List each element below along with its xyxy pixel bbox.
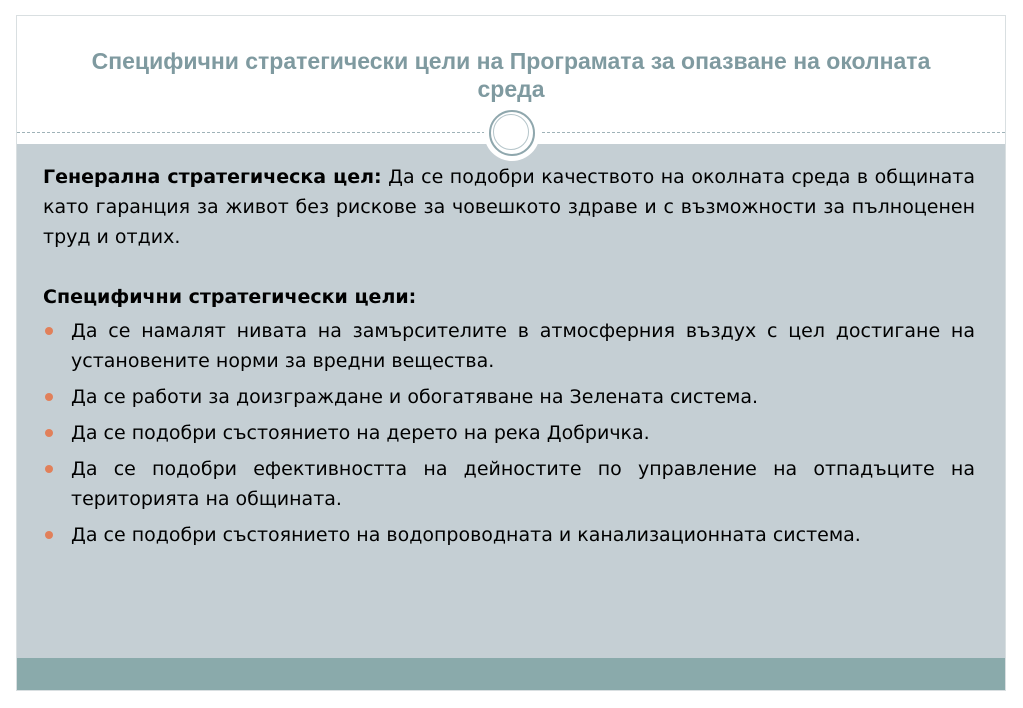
list-item-text: Да се намалят нивата на замърсителите в атмосферния въздух с цел достигане на установените норми за вредни вещества. [71, 320, 975, 372]
general-goal-label: Генерална стратегическа цел: [43, 166, 382, 188]
list-item [43, 316, 975, 376]
footer-band [17, 658, 1005, 690]
bullet-dot-icon [45, 393, 53, 401]
specific-goals-list [43, 316, 975, 550]
list-item-text: Да се подобри ефективността на дейностите по управление на отпадъците на територията на общината. [71, 458, 975, 510]
list-item-text: Да се подобри състоянието на водопроводната и канализационната система. [71, 524, 861, 546]
slide-title: Специфични стратегически цели на Програмата за опазване на околната среда [91, 47, 931, 102]
list-item [43, 382, 975, 412]
ornament-inner-ring [493, 114, 529, 150]
specific-goals-heading: Специфични стратегически цели: [43, 286, 417, 308]
list-item [43, 454, 975, 514]
bullet-dot-icon [45, 429, 53, 437]
list-item [43, 520, 975, 550]
general-goal-paragraph [43, 162, 975, 252]
bullet-dot-icon [45, 465, 53, 473]
slide [16, 15, 1006, 691]
bullet-dot-icon [45, 531, 53, 539]
paragraph-spacer [43, 252, 975, 282]
circle-ornament-icon [484, 105, 540, 161]
list-item [43, 418, 975, 448]
bullet-dot-icon [45, 327, 53, 335]
content-area [17, 144, 1005, 660]
list-item-text: Да се подобри състоянието на дерето на река Добричка. [71, 422, 650, 444]
general-goal-text: Да се подобри качеството на околната среда в общината като гаранция за живот без рискове за човешкото здраве и с възможности за пълноценен труд и отдих. [43, 166, 975, 248]
list-item-text: Да се работи за доизграждане и обогатяване на Зелената система. [71, 386, 759, 408]
